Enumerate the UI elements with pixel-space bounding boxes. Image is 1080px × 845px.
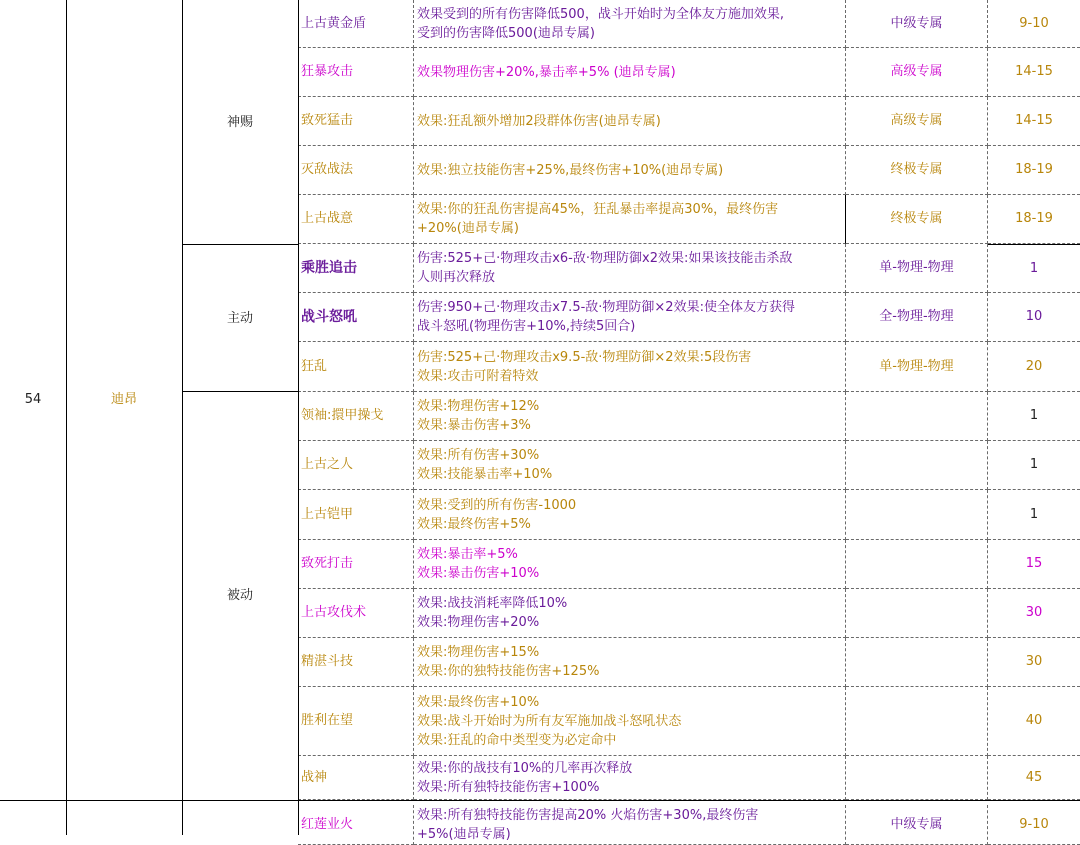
skill-type — [846, 293, 988, 342]
skill-level-text: 1 — [1029, 506, 1039, 522]
skill-level — [988, 589, 1080, 638]
skill-name-text: 战神 — [301, 769, 328, 785]
hero-number: 54 — [24, 392, 42, 407]
skill-level — [988, 146, 1080, 195]
skill-level — [988, 342, 1080, 392]
skill-level-text: 1 — [1029, 457, 1039, 472]
skill-type-text: 全-物理-物理 — [879, 309, 954, 324]
skill-effect-text: 伤害:950+己·物理攻击x7.5-敌·物理防御×2效果:使全体友方获得 战斗怒吼(物理伤害+10%,持续5回合) — [417, 300, 795, 334]
skill-effect-text: 效果:独立技能伤害+25%,最终伤害+10%(迪昂专属) — [417, 162, 724, 178]
skill-level-text: 40 — [1025, 713, 1043, 728]
hero-name: 迪昂 — [110, 392, 137, 407]
skill-type — [846, 756, 988, 800]
skill-name-text: 乘胜追击 — [301, 260, 357, 276]
skill-name — [298, 0, 414, 48]
skill-effect — [414, 293, 846, 342]
skill-level — [988, 638, 1080, 687]
skill-type — [846, 0, 988, 48]
skill-effect-text: 效果:物理伤害+15% 效果:你的独特技能伤害+125% — [417, 645, 600, 679]
skill-level-text: 18-19 — [1015, 211, 1053, 226]
skill-effect — [414, 97, 846, 146]
divider — [182, 391, 298, 392]
skill-type — [846, 441, 988, 490]
skill-name — [298, 638, 414, 687]
divider — [0, 800, 1080, 801]
skill-effect — [414, 638, 846, 687]
skill-type — [846, 392, 988, 441]
skill-type — [846, 490, 988, 540]
skill-name — [298, 195, 414, 244]
divider — [182, 244, 298, 245]
skill-level — [988, 97, 1080, 146]
skill-name-text: 上古铠甲 — [301, 506, 354, 522]
skill-effect — [414, 195, 846, 244]
skill-type-text: 高级专属 — [890, 64, 943, 79]
skill-name-text: 胜利在望 — [301, 713, 354, 728]
skill-name — [298, 293, 414, 342]
skill-effect-text: 效果:你的狂乱伤害提高45%，狂乱暴击率提高30%，最终伤害 +20%(迪昂专属) — [417, 202, 779, 236]
skill-level — [988, 805, 1080, 845]
skill-type-text: 单-物理-物理 — [879, 358, 954, 374]
skill-name-text: 上古之人 — [301, 457, 354, 472]
category-beidong-label: 被动 — [226, 588, 253, 603]
skill-level-text: 14-15 — [1015, 64, 1053, 79]
skill-effect — [414, 441, 846, 490]
skill-effect-text: 效果:所有伤害+30% 效果:技能暴击率+10% — [417, 448, 553, 482]
divider — [182, 0, 183, 835]
skill-name — [298, 48, 414, 97]
skill-name — [298, 805, 414, 845]
skill-name — [298, 687, 414, 756]
skill-effect — [414, 756, 846, 800]
skill-name-text: 致死猛击 — [301, 113, 354, 128]
skill-type-text: 终极专属 — [890, 162, 943, 177]
hero-name-cell — [66, 0, 182, 800]
skill-name — [298, 97, 414, 146]
skill-type — [846, 687, 988, 756]
skill-effect — [414, 687, 846, 756]
skill-effect-text: 效果:最终伤害+10% 效果:战斗开始时为所有友军施加战斗怒吼状态 效果:狂乱的命中类型变为必定命中 — [417, 694, 682, 748]
skill-effect-text: 效果:受到的所有伤害-1000 效果:最终伤害+5% — [417, 497, 577, 532]
skill-level — [988, 441, 1080, 490]
skill-effect — [414, 805, 846, 845]
skill-type — [846, 195, 988, 244]
skill-type — [846, 638, 988, 687]
skill-name-text: 致死打击 — [301, 556, 354, 571]
skill-level-text: 30 — [1025, 605, 1043, 620]
skill-name-text: 红莲业火 — [301, 816, 354, 832]
skill-level-text: 1 — [1029, 408, 1039, 423]
skill-level-text: 20 — [1025, 358, 1043, 374]
skill-level-text: 45 — [1025, 769, 1043, 785]
skill-name — [298, 441, 414, 490]
skill-effect-text: 效果:战技消耗率降低10% 效果:物理伤害+20% — [417, 596, 568, 630]
skill-name — [298, 146, 414, 195]
skill-effect-text: 效果:暴击率+5% 效果:暴击伤害+10% — [417, 547, 540, 581]
skill-effect — [414, 490, 846, 540]
skill-type-text: 中级专属 — [890, 816, 943, 832]
skill-type — [846, 244, 988, 293]
skill-name-text: 上古黄金盾 — [301, 15, 367, 31]
skill-effect-text: 效果:狂乱额外增加2段群体伤害(迪昂专属) — [417, 113, 661, 129]
skill-level — [988, 756, 1080, 800]
divider — [298, 0, 299, 835]
skill-level-text: 15 — [1025, 556, 1043, 571]
skill-type — [846, 97, 988, 146]
skill-name-text: 灭敌战法 — [301, 162, 354, 177]
skill-type — [846, 540, 988, 589]
skill-level-text: 9-10 — [1019, 816, 1049, 832]
skill-name-text: 狂暴攻击 — [301, 64, 354, 79]
skill-effect — [414, 540, 846, 589]
skill-level — [988, 48, 1080, 97]
category-beidong — [182, 392, 298, 800]
skill-effect — [414, 392, 846, 441]
skill-level-text: 14-15 — [1015, 113, 1053, 128]
skill-effect — [414, 342, 846, 392]
skill-name-text: 上古战意 — [301, 211, 354, 226]
skill-type — [846, 146, 988, 195]
skill-name — [298, 244, 414, 293]
skill-effect — [414, 589, 846, 638]
skill-name — [298, 756, 414, 800]
skill-name — [298, 342, 414, 392]
skill-name — [298, 540, 414, 589]
skill-name-text: 上古攻伐术 — [301, 605, 367, 620]
category-zhudong — [182, 245, 298, 392]
skill-level-text: 18-19 — [1015, 162, 1053, 177]
skill-type-text: 终极专属 — [890, 211, 943, 226]
skill-type-text: 中级专属 — [890, 15, 943, 31]
skill-effect — [414, 0, 846, 48]
skill-level — [988, 490, 1080, 540]
skill-name — [298, 589, 414, 638]
skill-name-text: 精湛斗技 — [301, 654, 354, 669]
skill-effect — [414, 244, 846, 293]
skill-effect-text: 效果:物理伤害+12% 效果:暴击伤害+3% — [417, 399, 540, 433]
skill-effect-text: 效果:你的战技有10%的几率再次释放 效果:所有独特技能伤害+100% — [417, 760, 633, 795]
skill-name — [298, 490, 414, 540]
skill-effect — [414, 146, 846, 195]
skill-type — [846, 805, 988, 845]
category-zhudong-label: 主动 — [226, 310, 253, 326]
skill-level — [988, 244, 1080, 293]
skill-level — [988, 0, 1080, 48]
divider — [66, 0, 67, 835]
skill-level-text: 1 — [1029, 260, 1039, 276]
skill-type — [846, 589, 988, 638]
skill-name-text: 领袖:擐甲操戈 — [301, 408, 384, 423]
category-shenci — [182, 0, 298, 245]
skill-type-text: 高级专属 — [890, 113, 943, 128]
skill-type — [846, 342, 988, 392]
skill-effect-text: 伤害:525+己·物理攻击x9.5-敌·物理防御×2效果:5段伤害 效果:攻击可附着特效 — [417, 349, 752, 384]
skill-level — [988, 392, 1080, 441]
skill-name — [298, 392, 414, 441]
skill-effect-text: 伤害:525+己·物理攻击x6-敌·物理防御x2效果:如果该技能击杀敌 人则再次释放 — [417, 251, 793, 285]
skill-level-text: 30 — [1025, 654, 1043, 669]
skill-effect — [414, 48, 846, 97]
skill-effect-text: 效果物理伤害+20%,暴击率+5% (迪昂专属) — [417, 64, 676, 80]
skill-level — [988, 293, 1080, 342]
skill-level — [988, 687, 1080, 756]
skill-name-text: 战斗怒吼 — [301, 309, 357, 325]
skill-effect-text: 效果受到的所有伤害降低500，战斗开始时为全体友方施加效果, 受到的伤害降低500(迪昂专属) — [417, 6, 784, 41]
skill-level — [988, 195, 1080, 244]
skill-effect-text: 效果:所有独特技能伤害提高20% 火焰伤害+30%,最终伤害 +5%(迪昂专属) — [417, 807, 759, 842]
category-shenci-label: 神赐 — [226, 114, 253, 130]
skill-level-text: 10 — [1025, 309, 1043, 324]
skill-name-text: 狂乱 — [301, 358, 328, 374]
skill-level — [988, 540, 1080, 589]
skill-type-text: 单-物理-物理 — [879, 260, 954, 275]
skill-level-text: 9-10 — [1019, 15, 1049, 31]
hero-number-cell — [0, 0, 66, 800]
skill-type — [846, 48, 988, 97]
